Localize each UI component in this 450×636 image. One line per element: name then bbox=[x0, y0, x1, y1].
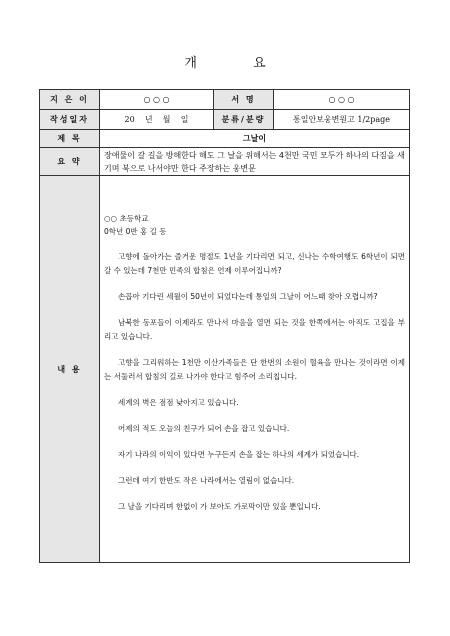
content-paragraph: 남북한 동포들이 이제라도 만나서 마음을 열면 되는 것을 한쪽에서는 아직도 고집을 부리고 있습니다. bbox=[104, 318, 405, 341]
summary-value: 장애물이 갈 길을 방해한다 해도 그 날을 위해서는 4천만 국민 모두가 하나의 다짐을 새기며 북으로 나서야만 한다 주장하는 웅변문 bbox=[100, 148, 410, 176]
content-paragraph: 어제의 적도 오늘의 친구가 되어 손을 잡고 있습니다. bbox=[118, 424, 290, 433]
document-form-table bbox=[39, 89, 410, 563]
document-title: 개 요 bbox=[184, 56, 292, 71]
author-row bbox=[40, 90, 410, 110]
date-row bbox=[40, 110, 410, 130]
summary-label: 요 약 bbox=[40, 148, 100, 176]
content-paragraph: 자기 나라의 이익이 있다면 누구든지 손을 잡는 하나의 세계가 되었습니다. bbox=[118, 450, 360, 459]
subject-value: 그날이 bbox=[100, 130, 410, 148]
content-paragraph: 고향을 그리워하는 1천만 이산가족들은 단 한번의 소원이 혈육을 만나는 것이라면 이제는 서둘러서 합침의 길로 나가야 한다고 힘주어 소리칩니다. bbox=[104, 358, 405, 381]
content-paragraph: 세계의 벽은 점점 낮아지고 있습니다. bbox=[118, 398, 239, 407]
subject-row bbox=[40, 130, 410, 148]
signature-value: ○ ○ ○ bbox=[274, 90, 410, 110]
content-paragraph: 고향에 돌아가는 즐거운 명절도 1년을 기다리면 되고, 신나는 수학여행도 6학년이 되면 갈 수 있는데 7천만 민족의 합침은 언제 이루어집니까? bbox=[104, 252, 405, 275]
category-label: 분류/분량 bbox=[214, 110, 274, 130]
content-body bbox=[100, 176, 410, 563]
content-paragraph: 손꼽아 기다린 세월이 50년이 되었다는데 통일의 그날이 어느때 찾아 오렵니까? bbox=[118, 292, 378, 301]
content-paragraph: 그런데 여기 한반도 작은 나라에서는 열림이 없습니다. bbox=[118, 476, 295, 485]
date-label: 작성일자 bbox=[40, 110, 100, 130]
author-value: ○ ○ ○ bbox=[100, 90, 214, 110]
signature-label: 서 명 bbox=[214, 90, 274, 110]
school-name: ○○ 초등학교 bbox=[104, 214, 149, 223]
content-paragraph: 그 날을 기다리며 한없이 가 보아도 가로막이만 있을 뿐입니다. bbox=[118, 502, 321, 511]
content-row bbox=[40, 176, 410, 563]
subject-label: 제 목 bbox=[40, 130, 100, 148]
content-label: 내 용 bbox=[40, 176, 100, 563]
student-name: 0학년 0반 홍 길 동 bbox=[104, 227, 167, 236]
summary-row bbox=[40, 148, 410, 176]
date-value: 20 년 월 일 bbox=[100, 110, 214, 130]
category-value: 통일안보웅변원고 1/2page bbox=[274, 110, 410, 130]
author-label: 지 은 이 bbox=[40, 90, 100, 110]
